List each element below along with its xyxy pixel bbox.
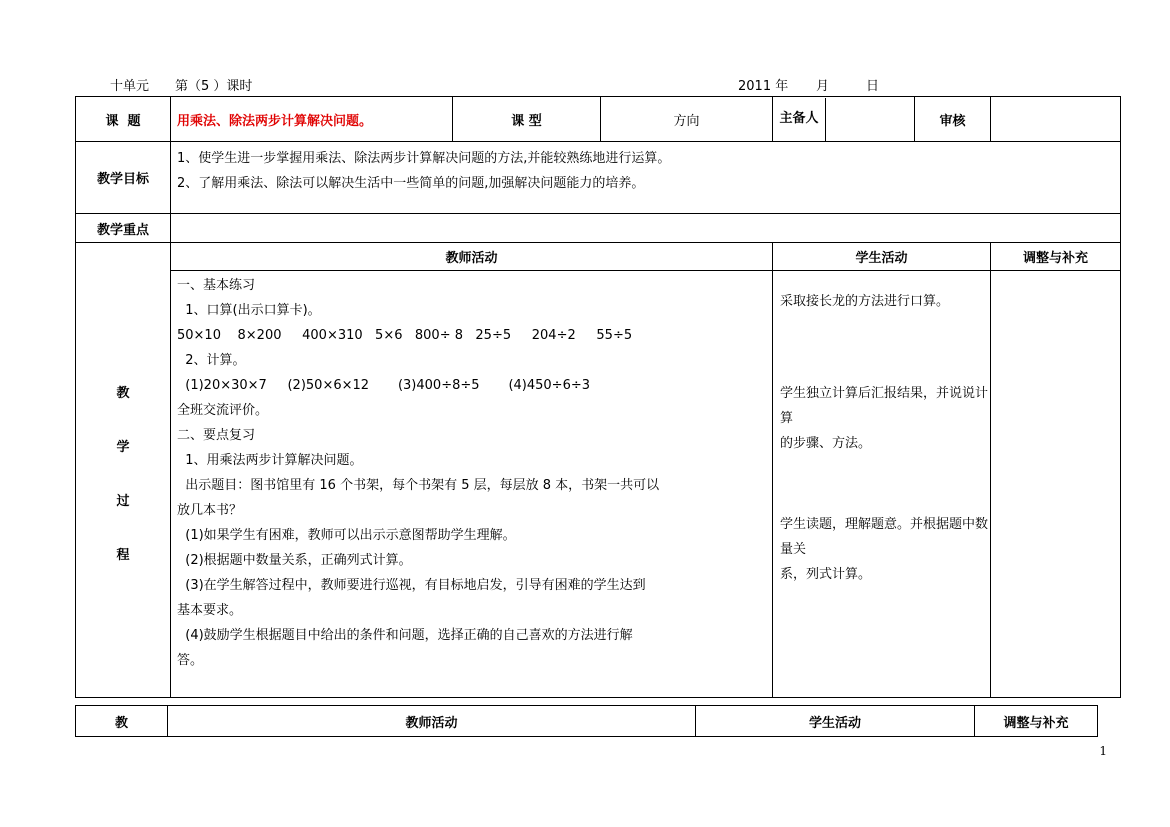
adjust-content: [991, 271, 1121, 698]
teacher-line: 答。: [177, 653, 204, 668]
preparer-cell: [773, 97, 915, 142]
process-body-row: [76, 271, 1121, 698]
student-activity-header: 学生活动: [773, 243, 991, 271]
continuation-table: [75, 705, 1098, 737]
continuation-teacher-header: 教师活动: [168, 706, 696, 737]
year-label: 2011 年: [738, 79, 789, 94]
teacher-line: 出示题目：图书馆里有 16 个书架，每个书架有 5 层，每层放 8 本，书架一共可以: [177, 478, 660, 493]
teacher-line: 1、用乘法两步计算解决问题。: [177, 453, 363, 468]
teacher-line: 二、要点复习: [177, 428, 256, 443]
teacher-line: (3)在学生解答过程中，教师要进行巡视，有目标地启发，引导有困难的学生达到: [177, 578, 646, 593]
teacher-activity-content: [171, 271, 773, 698]
student-note-1: 采取接长龙的方法进行口算。: [780, 294, 950, 309]
goals-label: 教学目标: [76, 142, 171, 214]
continuation-adjust-header: 调整与补充: [975, 706, 1098, 737]
student-note-3-line-2: 系，列式计算。: [780, 567, 872, 582]
student-note-3-line-1: 学生读题，理解题意。并根据题中数量关: [780, 517, 989, 557]
adjust-header: 调整与补充: [991, 243, 1121, 271]
preparer-value: [826, 98, 914, 141]
teacher-line: 放几本书？: [177, 503, 243, 518]
process-char-3: 过: [116, 494, 130, 509]
goals-content: [171, 142, 1121, 214]
teacher-line: (1)如果学生有困难，教师可以出示示意图帮助学生理解。: [177, 528, 516, 543]
process-char-2: 学: [116, 440, 130, 455]
goals-row: [76, 142, 1121, 214]
teacher-activity-header: 教师活动: [171, 243, 773, 271]
review-value: [991, 97, 1121, 142]
type-value: 方向: [601, 97, 773, 142]
lesson-plan-table: [75, 96, 1121, 698]
teacher-line: 50×10 8×200 400×310 5×6 800÷ 8 25÷5 204÷2 55÷5: [177, 328, 633, 343]
focus-label: 教学重点: [76, 214, 171, 243]
process-header-row: [76, 243, 1121, 271]
teacher-line: 全班交流评价。: [177, 403, 269, 418]
topic-row: [76, 97, 1121, 142]
student-note-3: [780, 512, 990, 587]
process-char-1: 教: [116, 386, 130, 401]
page-number: 1: [1099, 744, 1107, 758]
goal-line-1: 1、使学生进一步掌握用乘法、除法两步计算解决问题的方法,并能较熟练地进行运算。: [177, 151, 671, 166]
review-label: 审核: [915, 97, 991, 142]
student-note-2: [780, 381, 990, 456]
unit-label: 十单元: [110, 79, 150, 94]
topic-label: 课 题: [76, 97, 171, 142]
teacher-line: (2)根据题中数量关系，正确列式计算。: [177, 553, 412, 568]
day-label: 日: [866, 79, 880, 94]
teacher-line: (4)鼓励学生根据题目中给出的条件和问题，选择正确的自己喜欢的方法进行解: [177, 628, 633, 643]
lesson-label: 第（5 ）课时: [175, 79, 253, 94]
teacher-line: 一、基本练习: [177, 278, 256, 293]
teacher-line: 基本要求。: [177, 603, 243, 618]
student-activity-content: [773, 271, 991, 698]
student-note-2-line-2: 的步骤、方法。: [780, 436, 872, 451]
preparer-label: 主备人: [773, 98, 826, 141]
type-label: 课 型: [453, 97, 601, 142]
goal-line-2: 2、了解用乘法、除法可以解决生活中一些简单的问题,加强解决问题能力的培养。: [177, 176, 645, 191]
teacher-line: 1、口算(出示口算卡)。: [177, 303, 321, 318]
topic-title: 用乘法、除法两步计算解决问题。: [171, 97, 453, 142]
student-note-2-line-1: 学生独立计算后汇报结果，并说说计算: [780, 386, 989, 426]
focus-row: [76, 214, 1121, 243]
focus-value: [171, 214, 1121, 243]
teacher-line: 2、计算。: [177, 353, 246, 368]
continuation-student-header: 学生活动: [696, 706, 975, 737]
month-label: 月: [816, 79, 830, 94]
process-char-4: 程: [116, 548, 130, 563]
process-label: [76, 243, 171, 698]
continuation-label: 教: [76, 706, 168, 737]
teacher-line: (1)20×30×7 (2)50×6×12 (3)400÷8÷5 (4)450÷6÷3: [177, 378, 590, 393]
